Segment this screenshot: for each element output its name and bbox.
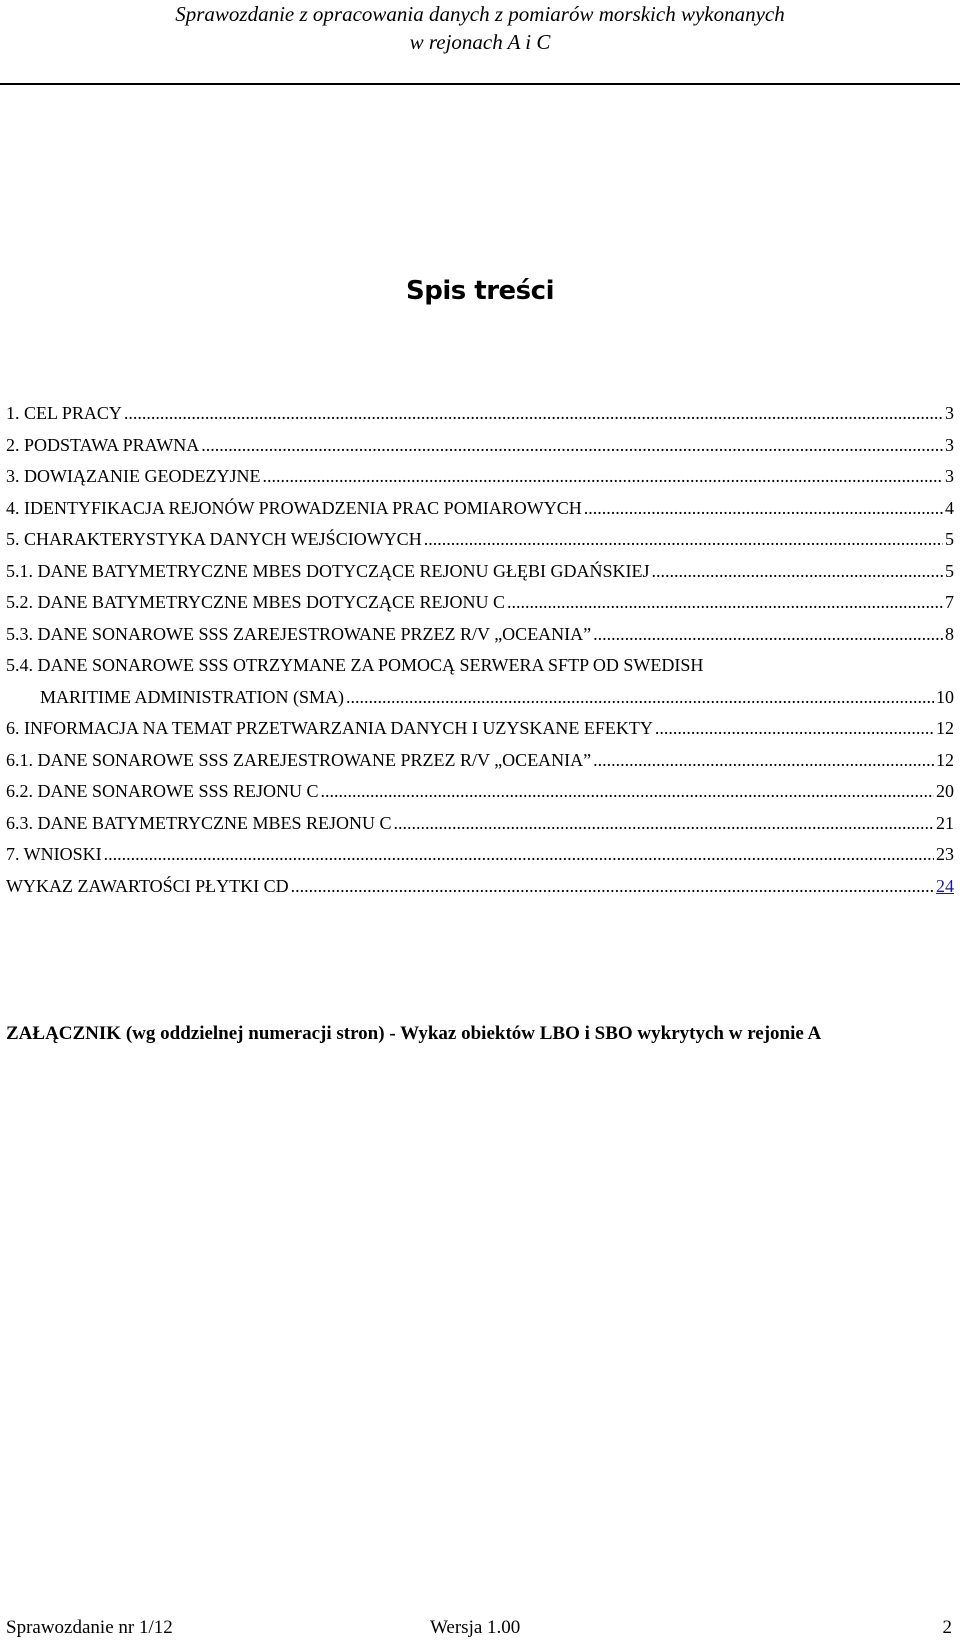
toc-leader-dots [655,713,934,745]
toc-entry-3[interactable] [6,461,954,493]
toc-entry-cd-contents[interactable] [6,871,954,903]
toc-entry-5-2[interactable] [6,587,954,619]
toc-entry-page: 5 [945,529,954,549]
toc-entry-page: 7 [945,592,954,612]
toc-entry-2[interactable] [6,430,954,462]
toc-entry-5[interactable] [6,524,954,556]
toc-entry-label: 6.1. DANE SONAROWE SSS ZAREJESTROWANE PRZEZ R/V „OCEANIA” [6,749,592,770]
toc-entry-label-line-2: MARITIME ADMINISTRATION (SMA) [40,686,344,707]
toc-entry-1[interactable] [6,398,954,430]
toc-entry-page: 3 [945,466,954,486]
header-title-line-1: Sprawozdanie z opracowania danych z pomiarów morskich wykonanych [175,2,785,26]
toc-entry-label: 5. CHARAKTERYSTYKA DANYCH WEJŚCIOWYCH [6,529,422,549]
toc-entry-4[interactable] [6,493,954,525]
toc-entry-page: 10 [936,686,954,707]
toc-leader-dots [291,871,934,903]
toc-entry-label: 6.3. DANE BATYMETRYCZNE MBES REJONU C [6,812,392,833]
table-of-contents [6,398,954,902]
page-footer [6,1614,952,1642]
toc-entry-page: 3 [945,403,954,423]
toc-entry-6-3[interactable] [6,808,954,840]
toc-entry-6-2[interactable] [6,776,954,808]
toc-entry-page: 3 [945,434,954,455]
toc-entry-label-line-1: 5.4. DANE SONAROWE SSS OTRZYMANE ZA POMOCĄ SERWERA SFTP OD SWEDISH [6,655,704,675]
toc-entry-label: 5.3. DANE SONAROWE SSS ZAREJESTROWANE PRZEZ R/V „OCEANIA” [6,623,592,644]
toc-entry-5-3[interactable] [6,619,954,651]
toc-entry-6-1[interactable] [6,745,954,777]
toc-entry-7[interactable] [6,839,954,871]
footer-report-number: Sprawozdanie nr 1/12 [6,1617,173,1638]
toc-leader-dots [424,524,943,556]
header-title-line-2: w rejonach A i C [409,30,551,54]
toc-leader-dots [652,556,944,588]
toc-entry-page: 12 [936,718,954,738]
toc-entry-label: 5.1. DANE BATYMETRYCZNE MBES DOTYCZĄCE REJONU GŁĘBI GDAŃSKIEJ [6,560,650,581]
footer-version: Wersja 1.00 [430,1617,521,1638]
toc-entry-label: WYKAZ ZAWARTOŚCI PŁYTKI CD [6,875,289,896]
toc-entry-5-4[interactable] [6,650,954,713]
toc-entry-page: 5 [945,560,954,581]
toc-leader-dots [262,461,943,493]
toc-entry-5-1[interactable] [6,556,954,588]
toc-entry-page-link[interactable]: 24 [936,875,954,896]
toc-entry-label: 4. IDENTYFIKACJA REJONÓW PROWADZENIA PRAC POMIAROWYCH [6,497,582,518]
toc-entry-page: 21 [936,812,954,833]
toc-leader-dots [394,808,934,840]
toc-entry-label: 5.2. DANE BATYMETRYCZNE MBES DOTYCZĄCE REJONU C [6,592,506,612]
footer-page-number: 2 [942,1617,952,1638]
toc-title: Spis treści [406,276,554,306]
toc-entry-page: 20 [936,781,954,801]
toc-leader-dots [593,745,934,777]
toc-entry-label: 3. DOWIĄZANIE GEODEZYJNE [6,466,261,486]
toc-leader-dots [346,682,934,714]
toc-entry-page: 23 [936,844,954,864]
toc-entry-6[interactable] [6,713,954,745]
toc-leader-dots [201,430,943,462]
toc-entry-label: 6. INFORMACJA NA TEMAT PRZETWARZANIA DANYCH I UZYSKANE EFEKTY [6,718,653,738]
toc-leader-dots [104,839,934,871]
toc-leader-dots [593,619,943,651]
toc-entry-page: 12 [936,749,954,770]
toc-entry-page: 4 [945,497,954,518]
toc-leader-dots [321,776,934,808]
toc-leader-dots [584,493,943,525]
toc-entry-label: 7. WNIOSKI [6,844,102,864]
toc-entry-label: 2. PODSTAWA PRAWNA [6,434,200,455]
page-header [0,0,960,85]
toc-leader-dots [124,398,943,430]
toc-entry-label: 6.2. DANE SONAROWE SSS REJONU C [6,781,319,801]
toc-leader-dots [507,587,943,619]
toc-entry-page: 8 [945,623,954,644]
toc-entry-label: 1. CEL PRACY [6,403,122,423]
toc-entry-continuation [6,682,954,714]
attachment-note: ZAŁĄCZNIK (wg oddzielnej numeracji stron) - Wykaz obiektów LBO i SBO wykrytych w rejonie A [6,1023,822,1044]
